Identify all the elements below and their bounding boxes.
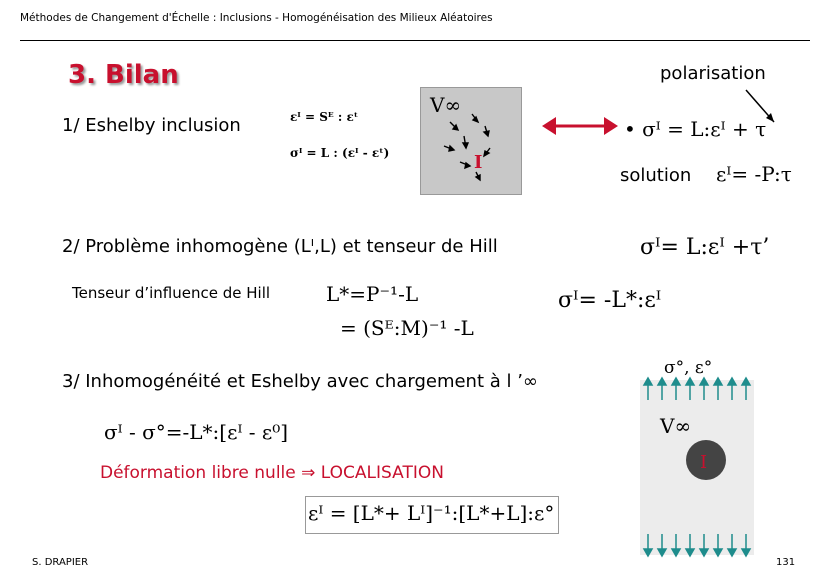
slide-title: 3. Bilan xyxy=(68,60,179,90)
item-3: 3/ Inhomogénéité et Eshelby avec chargement à l ’∞ xyxy=(62,371,538,392)
v-inf-label: V∞ xyxy=(430,93,462,117)
sigma-eq-2: σᴵ= L:εᴵ +τ’ xyxy=(640,235,770,260)
lstar-eq-1: L*=P⁻¹-L xyxy=(326,282,419,306)
lstar-eq-2: = (Sᴱ:M)⁻¹ -L xyxy=(340,316,474,340)
inclusion-i-label-2: I xyxy=(700,452,708,473)
item-1: 1/ Eshelby inclusion xyxy=(62,115,241,136)
polarisation-label: polarisation xyxy=(660,63,766,84)
solution-label: solution xyxy=(620,165,692,186)
sigma-eq-3: σᴵ= -L*:εᴵ xyxy=(558,288,662,313)
footer-author: S. DRAPIER xyxy=(32,557,89,568)
item-2: 2/ Problème inhomogène (Lᴵ,L) et tenseur de Hill xyxy=(62,236,498,257)
solution-eq: εᴵ= -P:τ xyxy=(716,162,792,186)
traction-arrows-figure xyxy=(440,110,510,190)
v-inf-label-2: V∞ xyxy=(660,414,692,438)
sigma-diff-eq: σᴵ - σ°=-L*:[εᴵ - ε⁰] xyxy=(104,420,289,444)
slide-header: Méthodes de Changement d'Échelle : Inclusions - Homogénéisation des Milieux Aléatoires xyxy=(20,12,493,24)
boundary-arrows-figure xyxy=(640,376,756,558)
sigma-eq-1: • σᴵ = L:εᴵ + τ xyxy=(624,117,767,141)
hill-influence-label: Tenseur d’influence de Hill xyxy=(72,284,271,302)
eshelby-eq-2: σᴵ = L : (εᴵ - εᵗ) xyxy=(290,146,390,160)
sigma0-eps0-label: σ°, ε° xyxy=(664,358,713,378)
page-number: 131 xyxy=(776,557,796,568)
header-rule xyxy=(20,40,810,41)
eshelby-eq-1: εᴵ = Sᴱ : εᵗ xyxy=(290,110,359,124)
final-eq: εᴵ = [L*+ Lᴵ]⁻¹:[L*+L]:ε° xyxy=(308,501,555,525)
double-arrow-icon xyxy=(540,114,620,138)
localisation-statement: Déformation libre nulle ⇒ LOCALISATION xyxy=(100,463,444,483)
inclusion-i-label: I xyxy=(474,152,483,173)
